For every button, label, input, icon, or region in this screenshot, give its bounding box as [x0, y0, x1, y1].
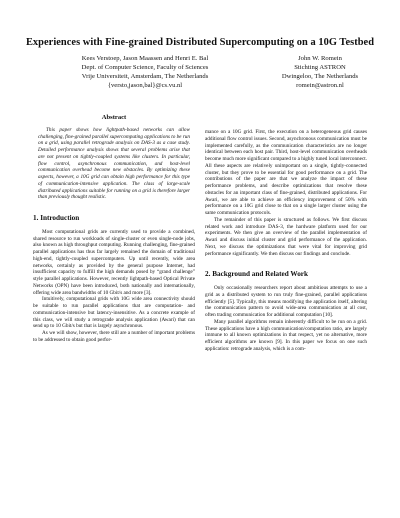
background-paragraph: Many parallel algorithms remain inherently difficult to be run on a grid. These applications have a high communication/computation ratio, are largely immune to all known optimizations in that respect, yet no alternative, more efficient algorithms are known [9]. In this paper we focus on one such application: retrograde analysis, which is a com-: [205, 318, 367, 352]
author-organization: Stichting ASTRON: [294, 63, 346, 71]
section-heading-background: 2. Background and Related Work: [205, 270, 308, 279]
author-email: romein@astron.nl: [296, 81, 344, 89]
intro-continued-paragraph: mance on a 10G grid. First, the execution on a heterogeneous grid causes additional flow control issues. Second, asynchronous communication must be implemented carefully, as the communication characteristics are no longer identical between each host pair. Third, host-level communication overheads become much more significant compared to a highly tuned local interconnect. All these aspects are relatively unimportant on a single, tightly-connected cluster, but they prove to be essential for good performance on a grid. The contributions of the paper are that we analyze the impact of these performance problems, and describe optimizations that resolve these obstacles for an important class of fine-grained, distributed applications. For Awari, we are able to achieve an efficiency improvement of 50% with performance on a 10G grid close to that on a single larger cluster using the same communication protocols.: [205, 129, 367, 216]
background-paragraph: Only occasionally researchers report about ambitious attempts to use a grid as a distributed system to run truly fine-grained, parallel applications efficiently [5]. Typically, this means modifying the application itself, altering the communication pattern to avoid wide-area communication at all cost, often trading communication for additional computation [10].: [205, 285, 367, 318]
intro-paragraph: Intuitively, computational grids with 10G wide area connectivity should be suitable to run parallel applications that are computation- and communication-intensive but latency-insensitive. As a concrete example of this class, we will study a retrograde analysis application (Awari) that can send up to 10 Gbit/s but that is largely asynchronous.: [33, 296, 195, 330]
author-block-left: [40, 55, 250, 91]
paper-title: Experiences with Fine-grained Distributed Supercomputing on a 10G Testbed: [25, 37, 375, 48]
author-block-right: [255, 55, 385, 91]
author-name: John W. Romein: [298, 55, 342, 62]
intro-paragraph: As we will show, however, there still are a number of important problems to be addressed to obtain good perfor-: [33, 330, 195, 343]
author-names: Kees Verstoep, Jason Maassen and Henri E. Bal: [81, 55, 209, 62]
author-department: Dept. of Computer Science, Faculty of Sciences: [81, 63, 209, 71]
intro-paragraph: Most computational grids are currently used to provide a combined, shared resource to run workloads of single-cluster or even single-node jobs, also known as high throughput computing. Running challenging, fine-grained parallel applications has thus far largely remained the domain of traditional high-end, tightly-coupled supercomputers. Up until recently, wide area networks, certainly as provided by the general purpose Internet, had insufficient capacity to fulfill the high demands posed by “grand challenge” style parallel applications. However, recently lightpath-based Optical Private Networks (OPN) have been introduced, both nationally and internationally, offering wide area bandwidths of 10 Gbit/s and more [3].: [33, 228, 195, 296]
right-column: [205, 129, 367, 353]
abstract-text: This paper shows how lightpath-based networks can allow challenging, fine-grained parallel supercomputing applications to be run on a grid, using parallel retrograde analysis on DAS-3 as a case study. Detailed performance analysis shows that several problems arise that are not present on tightly-coupled systems like clusters. In particular, flow control, asynchronous communication, and host-level communication overhead become new obstacles. By optimizing these aspects, however, a 10G grid can obtain high performance for this type of communication-intensive application. The class of large-scale distributed applications suitable for running on a grid is therefore larger than previously thought realistic.: [38, 126, 190, 201]
author-email: {versto,jason,bal}@cs.vu.nl: [107, 81, 183, 89]
abstract-heading: Abstract: [101, 114, 127, 121]
paper-structure-paragraph: The remainder of this paper is structured as follows. We first discuss related work and introduce DAS-3, the hardware platform used for our experiments. We then give an overview of the parallel implementation of Awari and discuss initial cluster and grid performance of the application. Next, we discuss the optimizations that were vital for improving grid performance significantly. We then discuss our findings and conclude.: [205, 216, 367, 257]
author-location: Dwingeloo, The Netherlands: [281, 72, 359, 80]
section-heading-introduction: 1. Introduction: [33, 214, 80, 222]
left-column: [33, 115, 195, 344]
author-university: Vrije Universiteit, Amsterdam, The Netherlands: [81, 72, 209, 80]
